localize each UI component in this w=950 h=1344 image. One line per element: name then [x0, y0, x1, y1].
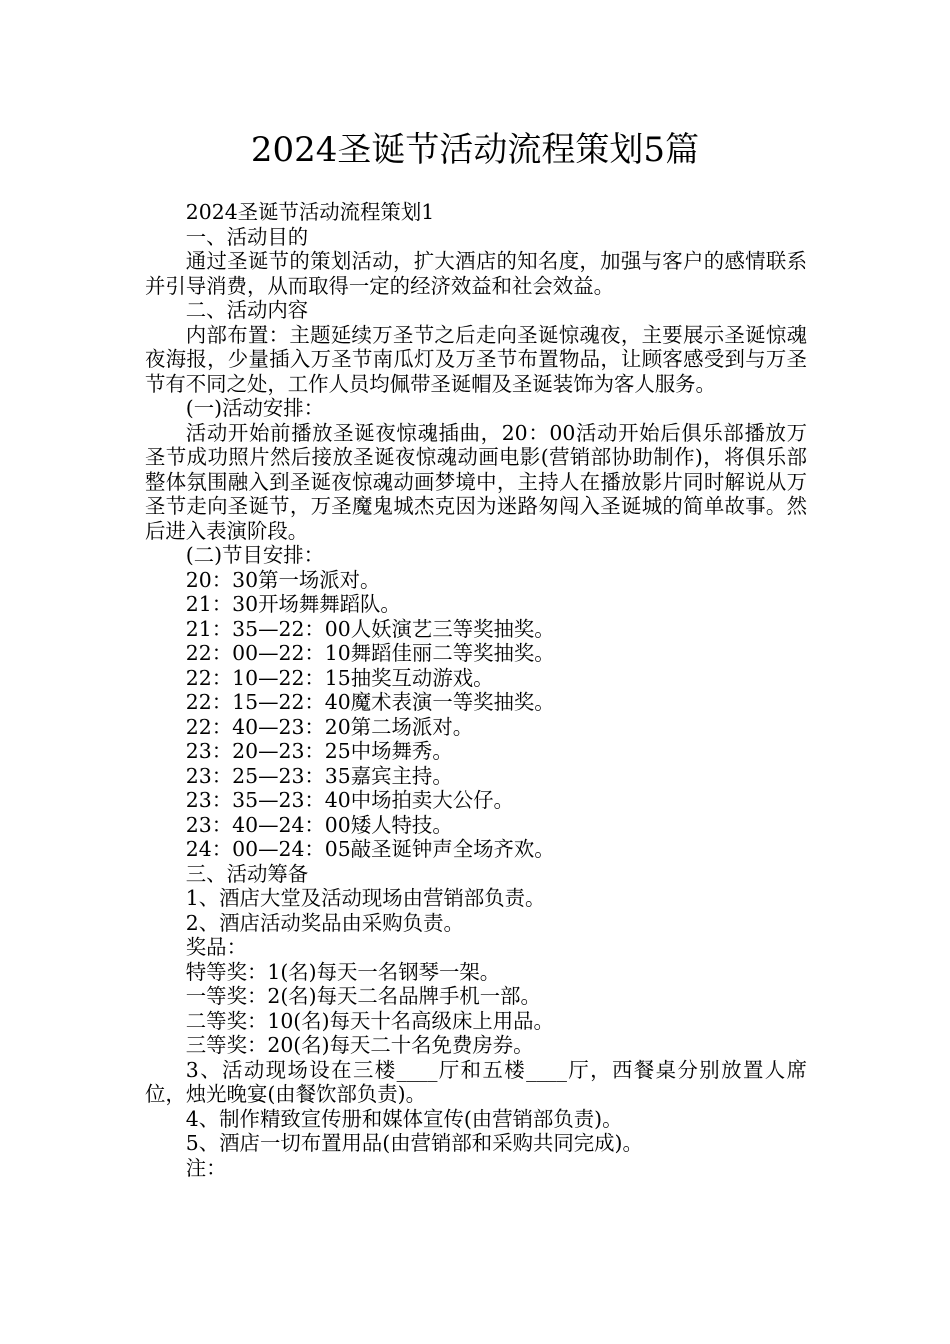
- body-paragraph: 通过圣诞节的策划活动，扩大酒店的知名度，加强与客户的感情联系并引导消费，从而取得一定的经济效益和社会效益。: [145, 249, 807, 298]
- list-item: 奖品：: [185, 935, 247, 959]
- section-heading: 一、活动目的: [185, 224, 309, 249]
- list-item: 5、酒店一切布置用品(由营销部和采购共同完成)。: [185, 1131, 643, 1155]
- schedule-item: 22：10—22：15抽奖互动游戏。: [185, 665, 494, 690]
- body-paragraph: 活动开始前播放圣诞夜惊魂插曲，20：00活动开始后俱乐部播放万圣节成功照片然后接放圣诞夜惊魂动画电影(营销部协助制作)，将俱乐部整体氛围融入到圣诞夜惊魂动画梦境中，主持人在播放影片同时解说从万圣节走向圣诞节，万圣魔鬼城杰克因为迷路匆闯入圣诞城的简单故事。然后进入表演阶段。: [145, 420, 807, 543]
- schedule-item: 21：30开场舞舞蹈队。: [185, 592, 401, 616]
- list-item: 1、酒店大堂及活动现场由营销部负责。: [185, 886, 546, 910]
- section-heading: 三、活动筹备: [185, 861, 309, 886]
- schedule-item: 23：40—24：00矮人特技。: [185, 812, 453, 837]
- document-body: [145, 200, 807, 1180]
- section-heading: 2024圣诞节活动流程策划1: [185, 200, 435, 224]
- section-heading: 二、活动内容: [185, 298, 309, 322]
- prize-item: 特等奖：1(名)每天一名钢琴一架。: [185, 959, 501, 984]
- subsection-heading: (二)节目安排：: [185, 543, 325, 567]
- body-paragraph: 内部布置：主题延续万圣节之后走向圣诞惊魂夜，主要展示圣诞惊魂夜海报，少量插入万圣节南瓜灯及万圣节布置物品，让顾客感受到与万圣节有不同之处，工作人员均佩带圣诞帽及圣诞装饰为客人服务。: [145, 322, 807, 396]
- schedule-item: 22：15—22：40魔术表演一等奖抽奖。: [185, 690, 555, 714]
- body-paragraph: 3、活动现场设在三楼____厅和五楼____厅，西餐桌分别放置人席位，烛光晚宴(由餐饮部负责)。: [145, 1057, 807, 1106]
- schedule-item: 21：35—22：00人妖演艺三等奖抽奖。: [185, 616, 555, 641]
- list-item: 4、制作精致宣传册和媒体宣传(由营销部负责)。: [185, 1106, 623, 1131]
- schedule-item: 22：00—22：10舞蹈佳丽二等奖抽奖。: [185, 641, 555, 665]
- prize-item: 二等奖：10(名)每天十名高级床上用品。: [185, 1008, 554, 1033]
- schedule-item: 23：35—23：40中场拍卖大公仔。: [185, 788, 514, 812]
- schedule-item: 20：30第一场派对。: [185, 567, 381, 592]
- schedule-item: 24：00—24：05敲圣诞钟声全场齐欢。: [185, 837, 555, 861]
- prize-item: 一等奖：2(名)每天二名品牌手机一部。: [185, 984, 541, 1008]
- document-title: 2024圣诞节活动流程策划5篇: [250, 130, 700, 170]
- schedule-item: 22：40—23：20第二场派对。: [185, 714, 474, 739]
- note-label: 注：: [185, 1155, 227, 1180]
- subsection-heading: (一)活动安排：: [185, 396, 325, 420]
- prize-item: 三等奖：20(名)每天二十名免费房券。: [185, 1033, 534, 1057]
- schedule-item: 23：25—23：35嘉宾主持。: [185, 763, 453, 788]
- list-item: 2、酒店活动奖品由采购负责。: [185, 910, 464, 935]
- schedule-item: 23：20—23：25中场舞秀。: [185, 739, 453, 763]
